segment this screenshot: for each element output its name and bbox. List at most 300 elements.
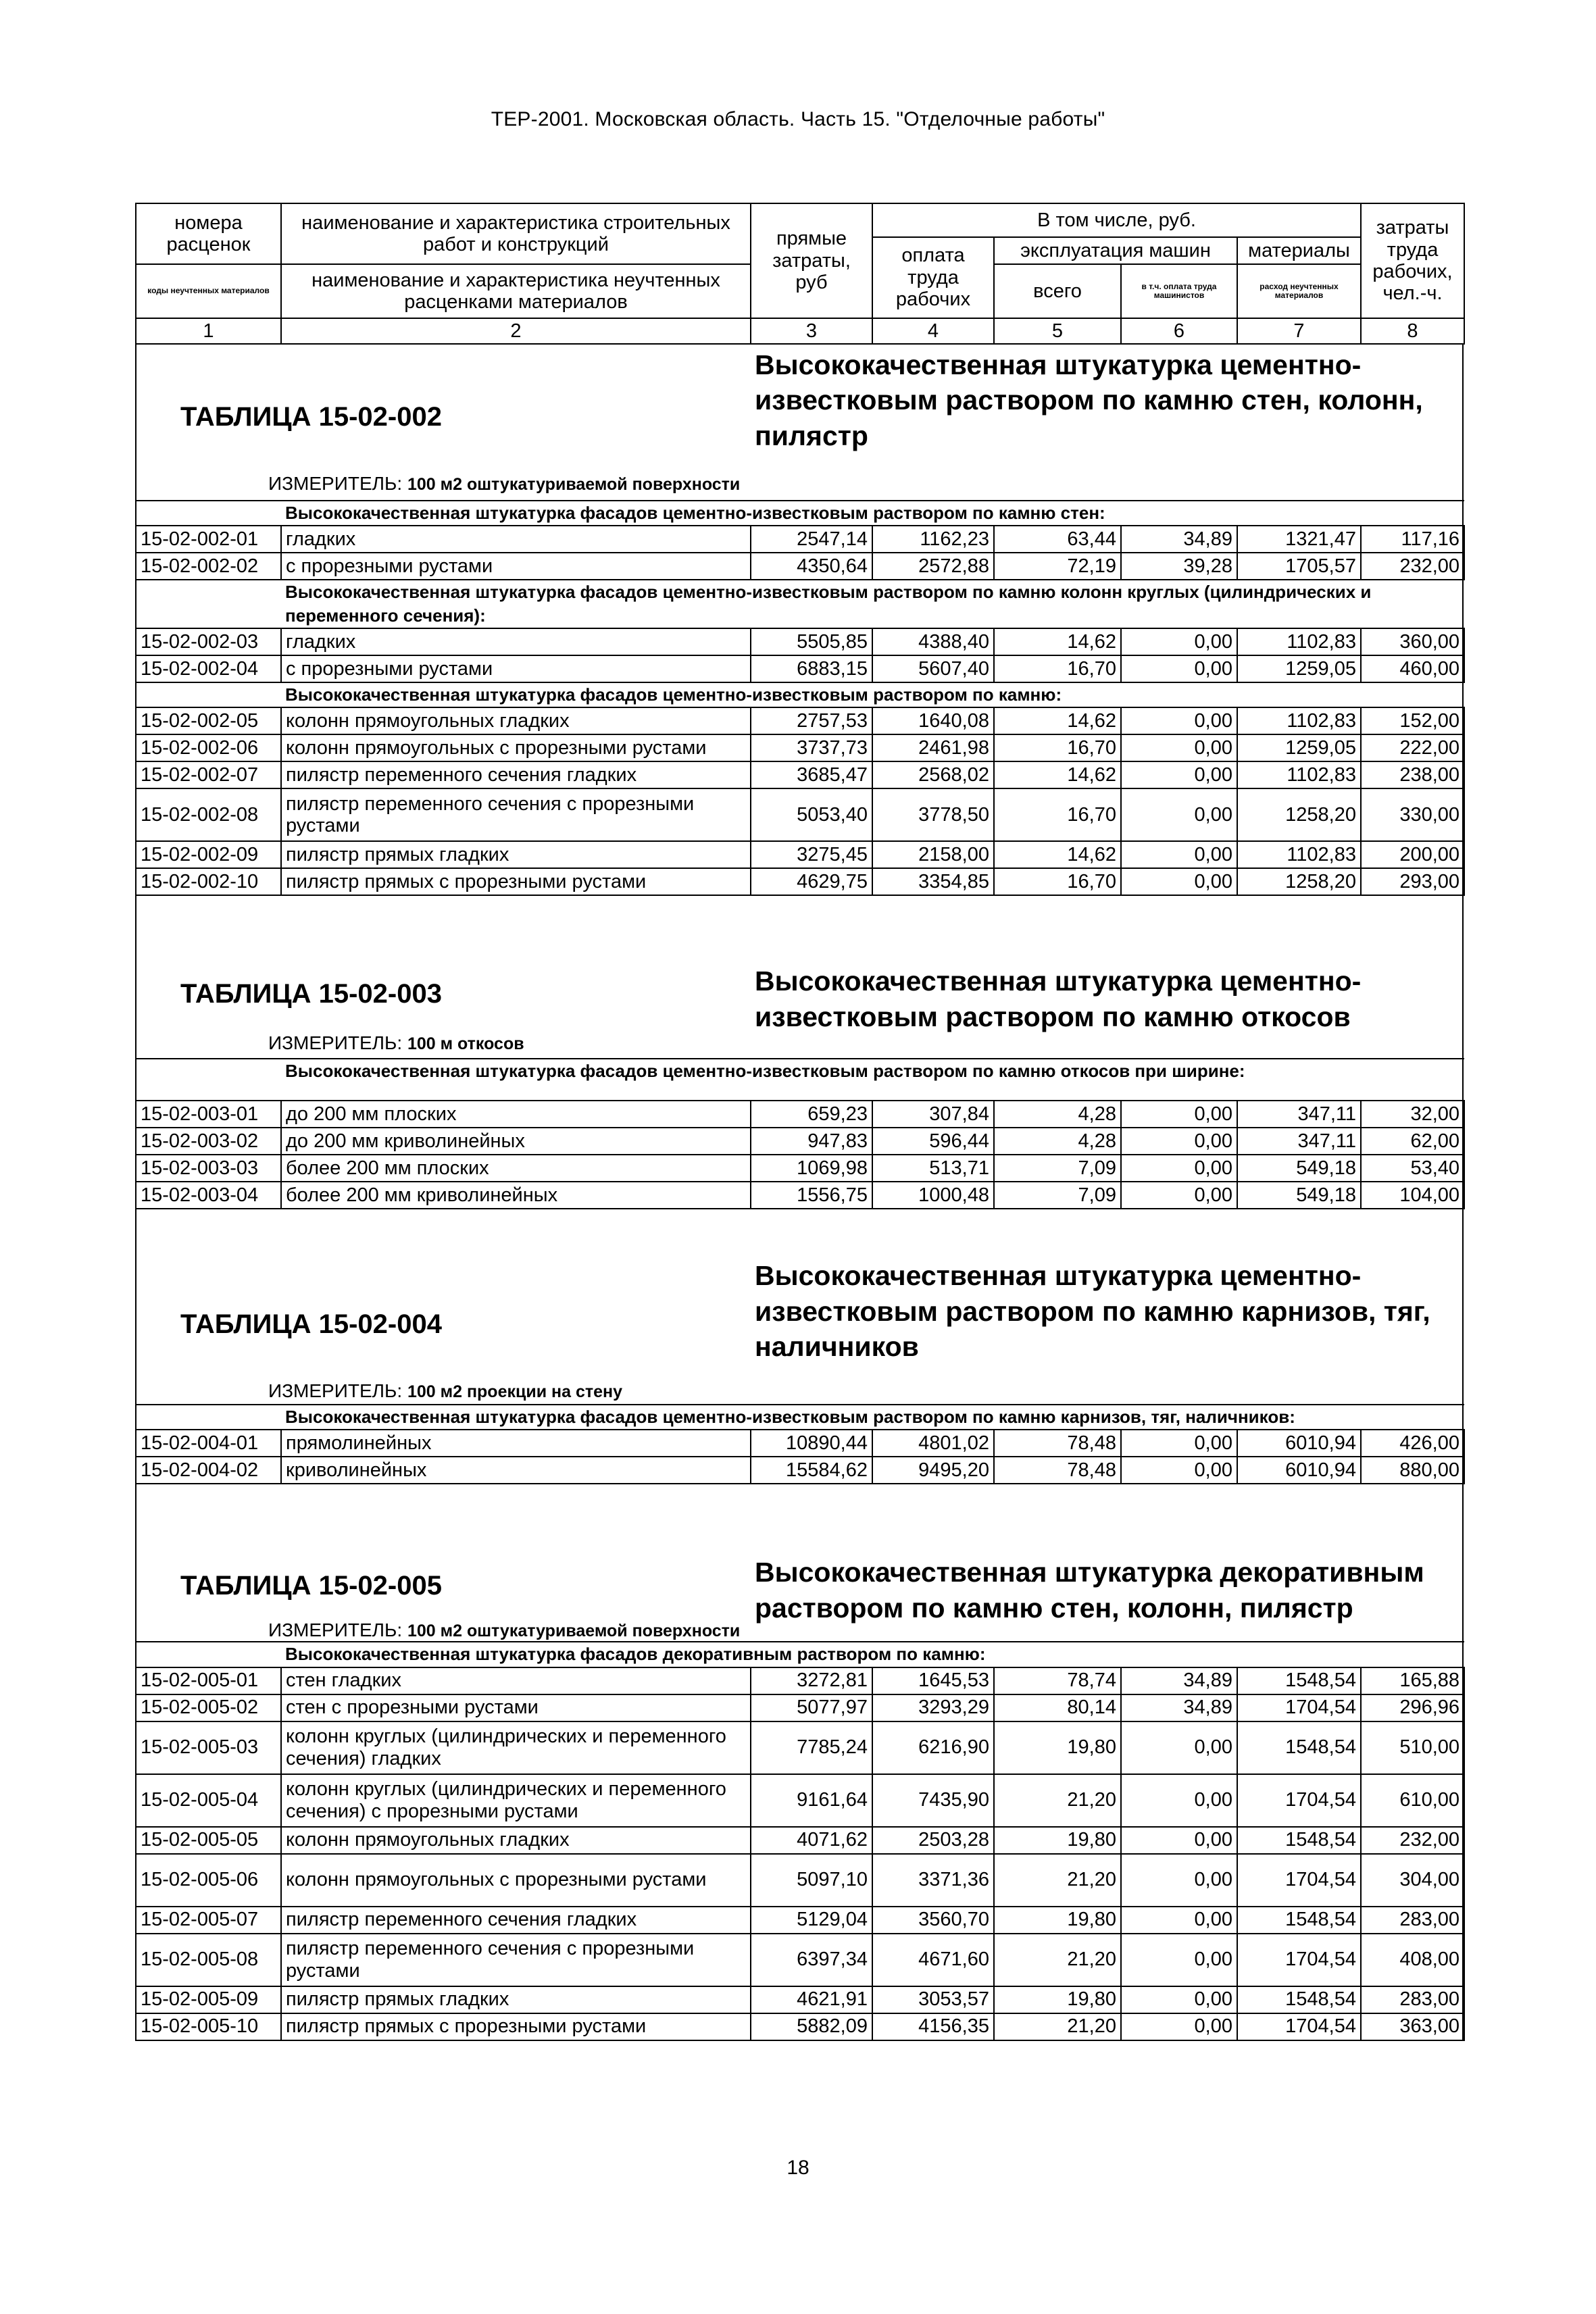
value-c5: 21,20: [994, 1934, 1121, 1986]
work-name: колонн круглых (цилиндрических и переменного сечения) с прорезными рустами: [281, 1774, 751, 1827]
value-c4: 1162,23: [872, 526, 994, 553]
value-c8: 283,00: [1361, 1986, 1464, 2013]
table-row: [136, 1934, 1464, 1986]
table-row: [136, 1694, 1464, 1721]
value-c4: 3053,57: [872, 1986, 994, 2013]
value-c7: 1102,83: [1237, 841, 1361, 868]
value-c8: 330,00: [1361, 788, 1464, 841]
group-header-row: [136, 580, 1464, 628]
column-number: 7: [1237, 318, 1361, 344]
group-title: Высококачественная штукатурка фасадов цементно-известковым раствором по камню:: [281, 682, 1464, 707]
column-header-table: [135, 203, 1465, 345]
rate-code: 15-02-005-02: [136, 1694, 281, 1721]
value-c4: 2572,88: [872, 553, 994, 580]
value-c4: 2503,28: [872, 1827, 994, 1854]
value-c7: 1548,54: [1237, 1986, 1361, 2013]
value-c8: 232,00: [1361, 1827, 1464, 1854]
group-title: Высококачественная штукатурка фасадов декоративным раствором по камню:: [281, 1642, 1464, 1667]
value-c3: 10890,44: [751, 1430, 872, 1457]
rate-table-block: [135, 896, 1464, 1209]
value-c3: 4629,75: [751, 868, 872, 895]
value-c3: 6883,15: [751, 655, 872, 682]
value-c3: 5077,97: [751, 1694, 872, 1721]
work-name: колонн прямоугольных с прорезными рустами: [281, 1854, 751, 1907]
value-c6: 34,89: [1121, 1667, 1237, 1694]
value-c7: 1259,05: [1237, 734, 1361, 761]
value-c8: 610,00: [1361, 1774, 1464, 1827]
value-c5: 16,70: [994, 788, 1121, 841]
value-c7: 549,18: [1237, 1182, 1361, 1209]
value-c5: 14,62: [994, 628, 1121, 655]
rate-code: 15-02-002-02: [136, 553, 281, 580]
work-name: до 200 мм плоских: [281, 1101, 751, 1128]
value-c8: 232,00: [1361, 553, 1464, 580]
group-header-row: [136, 1642, 1464, 1667]
measure-value: 100 м2 оштукатуриваемой поверхности: [407, 1621, 741, 1641]
value-c3: 3275,45: [751, 841, 872, 868]
value-c3: 9161,64: [751, 1774, 872, 1827]
table-row: [136, 868, 1464, 895]
value-c7: 1102,83: [1237, 628, 1361, 655]
value-c6: 0,00: [1121, 841, 1237, 868]
value-c4: 4801,02: [872, 1430, 994, 1457]
value-c6: 0,00: [1121, 788, 1237, 841]
table-row: [136, 553, 1464, 580]
work-name: колонн круглых (цилиндрических и переменного сечения) гладких: [281, 1721, 751, 1774]
value-c6: 0,00: [1121, 1457, 1237, 1484]
measure-value: 100 м2 оштукатуриваемой поверхности: [407, 475, 741, 494]
table-row: [136, 1854, 1464, 1907]
col-header-machines: эксплуатация машин: [994, 237, 1237, 264]
table-title: ТАБЛИЦА 15-02-004: [180, 1309, 442, 1340]
value-c5: 19,80: [994, 1986, 1121, 2013]
value-c5: 14,62: [994, 761, 1121, 788]
value-c7: 347,11: [1237, 1128, 1361, 1155]
table-row: [136, 1430, 1464, 1457]
value-c5: 14,62: [994, 841, 1121, 868]
column-number: 5: [994, 318, 1121, 344]
rate-table-block: [135, 1209, 1464, 1484]
value-c7: 1258,20: [1237, 868, 1361, 895]
value-c3: 5097,10: [751, 1854, 872, 1907]
value-c7: 549,18: [1237, 1155, 1361, 1182]
measure-value: 100 м2 проекции на стену: [407, 1382, 623, 1402]
value-c7: 1258,20: [1237, 788, 1361, 841]
value-c6: 0,00: [1121, 1182, 1237, 1209]
work-name: прямолинейных: [281, 1430, 751, 1457]
value-c3: 3737,73: [751, 734, 872, 761]
value-c7: 1548,54: [1237, 1721, 1361, 1774]
value-c3: 1069,98: [751, 1155, 872, 1182]
value-c5: 78,74: [994, 1667, 1121, 1694]
value-c4: 3354,85: [872, 868, 994, 895]
work-name: пилястр переменного сечения гладких: [281, 761, 751, 788]
rate-code: 15-02-002-01: [136, 526, 281, 553]
value-c3: 5882,09: [751, 2013, 872, 2040]
rate-table: [135, 1404, 1465, 1484]
work-name: с прорезными рустами: [281, 553, 751, 580]
value-c4: 1640,08: [872, 707, 994, 734]
column-number: 3: [751, 318, 872, 344]
rate-table-block: [135, 1484, 1464, 2040]
value-c3: 15584,62: [751, 1457, 872, 1484]
rate-table: [135, 1641, 1465, 2040]
column-number-row: [136, 318, 1464, 344]
col-header-unaccounted-materials: наименование и характеристика неучтенных расценками материалов: [281, 264, 751, 318]
value-c4: 9495,20: [872, 1457, 994, 1484]
value-c4: 4671,60: [872, 1934, 994, 1986]
work-name: более 200 мм плоских: [281, 1155, 751, 1182]
value-c6: 0,00: [1121, 1854, 1237, 1907]
value-c8: 238,00: [1361, 761, 1464, 788]
value-c8: 62,00: [1361, 1128, 1464, 1155]
value-c3: 4621,91: [751, 1986, 872, 2013]
value-c5: 78,48: [994, 1430, 1121, 1457]
measure-label: ИЗМЕРИТЕЛЬ:: [268, 1032, 403, 1054]
col-header-material-consumption: расход неучтенных материалов: [1237, 264, 1361, 318]
value-c8: 304,00: [1361, 1854, 1464, 1907]
value-c6: 0,00: [1121, 707, 1237, 734]
value-c8: 460,00: [1361, 655, 1464, 682]
value-c5: 4,28: [994, 1101, 1121, 1128]
value-c3: 3685,47: [751, 761, 872, 788]
value-c4: 3778,50: [872, 788, 994, 841]
value-c6: 0,00: [1121, 868, 1237, 895]
value-c7: 1102,83: [1237, 761, 1361, 788]
rate-table: [135, 1058, 1465, 1209]
value-c5: 16,70: [994, 734, 1121, 761]
rate-code: 15-02-003-01: [136, 1101, 281, 1128]
value-c5: 78,48: [994, 1457, 1121, 1484]
table-description: Высококачественная штукатурка декоративным раствором по камню стен, колонн, пилястр: [755, 1557, 1424, 1624]
value-c5: 4,28: [994, 1128, 1121, 1155]
col-header-codes: номера расценок: [136, 203, 281, 264]
work-name: стен с прорезными рустами: [281, 1694, 751, 1721]
value-c6: 0,00: [1121, 1827, 1237, 1854]
work-name: колонн прямоугольных гладких: [281, 1827, 751, 1854]
rate-code: 15-02-003-03: [136, 1155, 281, 1182]
value-c5: 80,14: [994, 1694, 1121, 1721]
rate-code: 15-02-004-01: [136, 1430, 281, 1457]
value-c4: 5607,40: [872, 655, 994, 682]
value-c4: 2461,98: [872, 734, 994, 761]
value-c3: 1556,75: [751, 1182, 872, 1209]
table-row: [136, 1182, 1464, 1209]
group-header-row: [136, 1405, 1464, 1430]
rate-code: 15-02-002-06: [136, 734, 281, 761]
value-c6: 0,00: [1121, 1155, 1237, 1182]
table-row: [136, 1986, 1464, 2013]
work-name: пилястр переменного сечения с прорезными рустами: [281, 788, 751, 841]
value-c5: 19,80: [994, 1827, 1121, 1854]
value-c7: 1321,47: [1237, 526, 1361, 553]
rate-table-block: [135, 345, 1464, 896]
group-title: Высококачественная штукатурка фасадов цементно-известковым раствором по камню откосов при ширине:: [281, 1059, 1464, 1101]
measure-label: ИЗМЕРИТЕЛЬ:: [268, 1380, 403, 1402]
page-number: 18: [787, 2157, 809, 2179]
col-header-name: наименование и характеристика строительных работ и конструкций: [281, 203, 751, 264]
table-title: ТАБЛИЦА 15-02-005: [180, 1571, 442, 1601]
measure-unit: [268, 1032, 524, 1054]
value-c7: 1705,57: [1237, 553, 1361, 580]
value-c6: 0,00: [1121, 1986, 1237, 2013]
col-header-including: В том числе, руб.: [872, 203, 1361, 237]
value-c6: 34,89: [1121, 526, 1237, 553]
value-c6: 0,00: [1121, 655, 1237, 682]
col-header-labor: затраты труда рабочих, чел.-ч.: [1361, 203, 1464, 318]
value-c3: 5129,04: [751, 1907, 872, 1934]
work-name: пилястр прямых с прорезными рустами: [281, 868, 751, 895]
value-c3: 2547,14: [751, 526, 872, 553]
table-row: [136, 1827, 1464, 1854]
table-title: ТАБЛИЦА 15-02-002: [180, 402, 442, 432]
rate-code: 15-02-005-06: [136, 1854, 281, 1907]
value-c4: 307,84: [872, 1101, 994, 1128]
column-number: 6: [1121, 318, 1237, 344]
value-c3: 4350,64: [751, 553, 872, 580]
value-c3: 659,23: [751, 1101, 872, 1128]
value-c5: 21,20: [994, 1774, 1121, 1827]
table-row: [136, 2013, 1464, 2040]
table-blocks: [135, 345, 1464, 2041]
table-row: [136, 1907, 1464, 1934]
value-c4: 596,44: [872, 1128, 994, 1155]
value-c4: 2158,00: [872, 841, 994, 868]
value-c5: 72,19: [994, 553, 1121, 580]
value-c5: 7,09: [994, 1182, 1121, 1209]
rate-code: 15-02-005-01: [136, 1667, 281, 1694]
value-c8: 296,96: [1361, 1694, 1464, 1721]
column-number: 2: [281, 318, 751, 344]
value-c3: 2757,53: [751, 707, 872, 734]
work-name: гладких: [281, 526, 751, 553]
table-row: [136, 1457, 1464, 1484]
value-c5: 7,09: [994, 1155, 1121, 1182]
group-title: Высококачественная штукатурка фасадов цементно-известковым раствором по камню стен:: [281, 501, 1464, 526]
rate-code: 15-02-002-10: [136, 868, 281, 895]
work-name: пилястр прямых с прорезными рустами: [281, 2013, 751, 2040]
rate-code: 15-02-002-07: [136, 761, 281, 788]
table-row: [136, 1721, 1464, 1774]
table-description: Высококачественная штукатурка цементно-известковым раствором по камню стен, колонн, пилястр: [755, 349, 1423, 451]
value-c7: 1704,54: [1237, 1854, 1361, 1907]
value-c7: 6010,94: [1237, 1457, 1361, 1484]
rate-code: 15-02-002-09: [136, 841, 281, 868]
table-row: [136, 761, 1464, 788]
column-number: 4: [872, 318, 994, 344]
col-header-material-codes: коды неучтенных материалов: [136, 264, 281, 318]
value-c5: 19,80: [994, 1721, 1121, 1774]
value-c6: 0,00: [1121, 1774, 1237, 1827]
value-c5: 63,44: [994, 526, 1121, 553]
rate-code: 15-02-002-03: [136, 628, 281, 655]
rate-code: 15-02-004-02: [136, 1457, 281, 1484]
col-header-wages: оплата труда рабочих: [872, 237, 994, 318]
measure-unit: [268, 1619, 740, 1641]
value-c8: 200,00: [1361, 841, 1464, 868]
rate-code: 15-02-002-05: [136, 707, 281, 734]
rate-code: 15-02-003-04: [136, 1182, 281, 1209]
table-row: [136, 1774, 1464, 1827]
value-c8: 222,00: [1361, 734, 1464, 761]
work-name: криволинейных: [281, 1457, 751, 1484]
value-c3: 5053,40: [751, 788, 872, 841]
measure-label: ИЗМЕРИТЕЛЬ:: [268, 473, 403, 494]
value-c5: 21,20: [994, 1854, 1121, 1907]
table-title: ТАБЛИЦА 15-02-003: [180, 979, 442, 1009]
rate-table: [135, 500, 1465, 896]
rate-code: 15-02-005-05: [136, 1827, 281, 1854]
value-c8: 426,00: [1361, 1430, 1464, 1457]
value-c4: 4156,35: [872, 2013, 994, 2040]
value-c6: 0,00: [1121, 1934, 1237, 1986]
value-c4: 1645,53: [872, 1667, 994, 1694]
value-c7: 1704,54: [1237, 1694, 1361, 1721]
rate-code: 15-02-003-02: [136, 1128, 281, 1155]
value-c6: 0,00: [1121, 1907, 1237, 1934]
value-c6: 0,00: [1121, 628, 1237, 655]
rate-code: 15-02-002-04: [136, 655, 281, 682]
measure-unit: [268, 473, 740, 495]
value-c6: 39,28: [1121, 553, 1237, 580]
value-c4: 513,71: [872, 1155, 994, 1182]
value-c6: 0,00: [1121, 2013, 1237, 2040]
value-c8: 165,88: [1361, 1667, 1464, 1694]
measure-label: ИЗМЕРИТЕЛЬ:: [268, 1619, 403, 1641]
rate-code: 15-02-005-07: [136, 1907, 281, 1934]
value-c6: 0,00: [1121, 1430, 1237, 1457]
value-c7: 347,11: [1237, 1101, 1361, 1128]
value-c4: 2568,02: [872, 761, 994, 788]
value-c5: 16,70: [994, 868, 1121, 895]
value-c7: 1548,54: [1237, 1827, 1361, 1854]
rate-code: 15-02-005-09: [136, 1986, 281, 2013]
table-row: [136, 526, 1464, 553]
col-header-machinist-wages: в т.ч. оплата труда машинистов: [1121, 264, 1237, 318]
group-header-row: [136, 682, 1464, 707]
value-c8: 32,00: [1361, 1101, 1464, 1128]
work-name: более 200 мм криволинейных: [281, 1182, 751, 1209]
table-row: [136, 1128, 1464, 1155]
value-c7: 1704,54: [1237, 2013, 1361, 2040]
value-c6: 0,00: [1121, 1101, 1237, 1128]
value-c7: 1548,54: [1237, 1907, 1361, 1934]
value-c4: 3293,29: [872, 1694, 994, 1721]
work-name: до 200 мм криволинейных: [281, 1128, 751, 1155]
value-c8: 53,40: [1361, 1155, 1464, 1182]
value-c8: 293,00: [1361, 868, 1464, 895]
table-row: [136, 655, 1464, 682]
value-c5: 16,70: [994, 655, 1121, 682]
measure-unit: [268, 1380, 622, 1402]
work-name: пилястр переменного сечения с прорезными рустами: [281, 1934, 751, 1986]
rate-code: 15-02-005-08: [136, 1934, 281, 1986]
work-name: стен гладких: [281, 1667, 751, 1694]
table-row: [136, 1155, 1464, 1182]
value-c8: 152,00: [1361, 707, 1464, 734]
table-row: [136, 734, 1464, 761]
value-c5: 19,80: [994, 1907, 1121, 1934]
work-name: колонн прямоугольных гладких: [281, 707, 751, 734]
value-c4: 6216,90: [872, 1721, 994, 1774]
value-c8: 117,16: [1361, 526, 1464, 553]
table-row: [136, 1667, 1464, 1694]
value-c8: 510,00: [1361, 1721, 1464, 1774]
value-c6: 0,00: [1121, 734, 1237, 761]
value-c7: 1704,54: [1237, 1934, 1361, 1986]
work-name: гладких: [281, 628, 751, 655]
rate-code: 15-02-005-10: [136, 2013, 281, 2040]
work-name: пилястр переменного сечения гладких: [281, 1907, 751, 1934]
work-name: колонн прямоугольных с прорезными рустами: [281, 734, 751, 761]
column-number: 1: [136, 318, 281, 344]
col-header-materials: материалы: [1237, 237, 1361, 264]
value-c7: 1259,05: [1237, 655, 1361, 682]
running-header: ТЕР-2001. Московская область. Часть 15. "Отделочные работы": [491, 108, 1105, 130]
group-header-row: [136, 501, 1464, 526]
table-row: [136, 1101, 1464, 1128]
table-row: [136, 788, 1464, 841]
value-c6: 0,00: [1121, 1128, 1237, 1155]
rate-code: 15-02-005-04: [136, 1774, 281, 1827]
value-c8: 283,00: [1361, 1907, 1464, 1934]
value-c4: 3371,36: [872, 1854, 994, 1907]
value-c3: 5505,85: [751, 628, 872, 655]
rate-code: 15-02-002-08: [136, 788, 281, 841]
table-row: [136, 841, 1464, 868]
work-name: с прорезными рустами: [281, 655, 751, 682]
value-c8: 104,00: [1361, 1182, 1464, 1209]
group-title: Высококачественная штукатурка фасадов цементно-известковым раствором по камню колонн круглых (цилиндрических и переменного сечения):: [281, 580, 1464, 628]
table-description: Высококачественная штукатурка цементно-известковым раствором по камню карнизов, тяг, наличников: [755, 1260, 1430, 1363]
value-c4: 4388,40: [872, 628, 994, 655]
value-c8: 363,00: [1361, 2013, 1464, 2040]
value-c8: 360,00: [1361, 628, 1464, 655]
column-number: 8: [1361, 318, 1464, 344]
value-c6: 0,00: [1121, 1721, 1237, 1774]
value-c7: 1548,54: [1237, 1667, 1361, 1694]
value-c4: 1000,48: [872, 1182, 994, 1209]
col-header-machines-total: всего: [994, 264, 1121, 318]
value-c8: 880,00: [1361, 1457, 1464, 1484]
measure-value: 100 м откосов: [407, 1034, 524, 1054]
group-header-row: [136, 1059, 1464, 1101]
rate-tables: [135, 203, 1464, 2041]
value-c3: 7785,24: [751, 1721, 872, 1774]
table-row: [136, 628, 1464, 655]
value-c6: 0,00: [1121, 761, 1237, 788]
work-name: пилястр прямых гладких: [281, 841, 751, 868]
group-title: Высококачественная штукатурка фасадов цементно-известковым раствором по камню карнизов, тяг, наличников:: [281, 1405, 1464, 1430]
rate-code: 15-02-005-03: [136, 1721, 281, 1774]
value-c4: 7435,90: [872, 1774, 994, 1827]
value-c3: 947,83: [751, 1128, 872, 1155]
value-c7: 6010,94: [1237, 1430, 1361, 1457]
value-c6: 34,89: [1121, 1694, 1237, 1721]
col-header-direct-costs: прямые затраты, руб: [751, 203, 872, 318]
value-c3: 3272,81: [751, 1667, 872, 1694]
value-c7: 1704,54: [1237, 1774, 1361, 1827]
value-c3: 4071,62: [751, 1827, 872, 1854]
table-row: [136, 707, 1464, 734]
work-name: пилястр прямых гладких: [281, 1986, 751, 2013]
value-c8: 408,00: [1361, 1934, 1464, 1986]
value-c7: 1102,83: [1237, 707, 1361, 734]
value-c5: 21,20: [994, 2013, 1121, 2040]
value-c5: 14,62: [994, 707, 1121, 734]
value-c3: 6397,34: [751, 1934, 872, 1986]
table-description: Высококачественная штукатурка цементно-известковым раствором по камню откосов: [755, 965, 1362, 1032]
